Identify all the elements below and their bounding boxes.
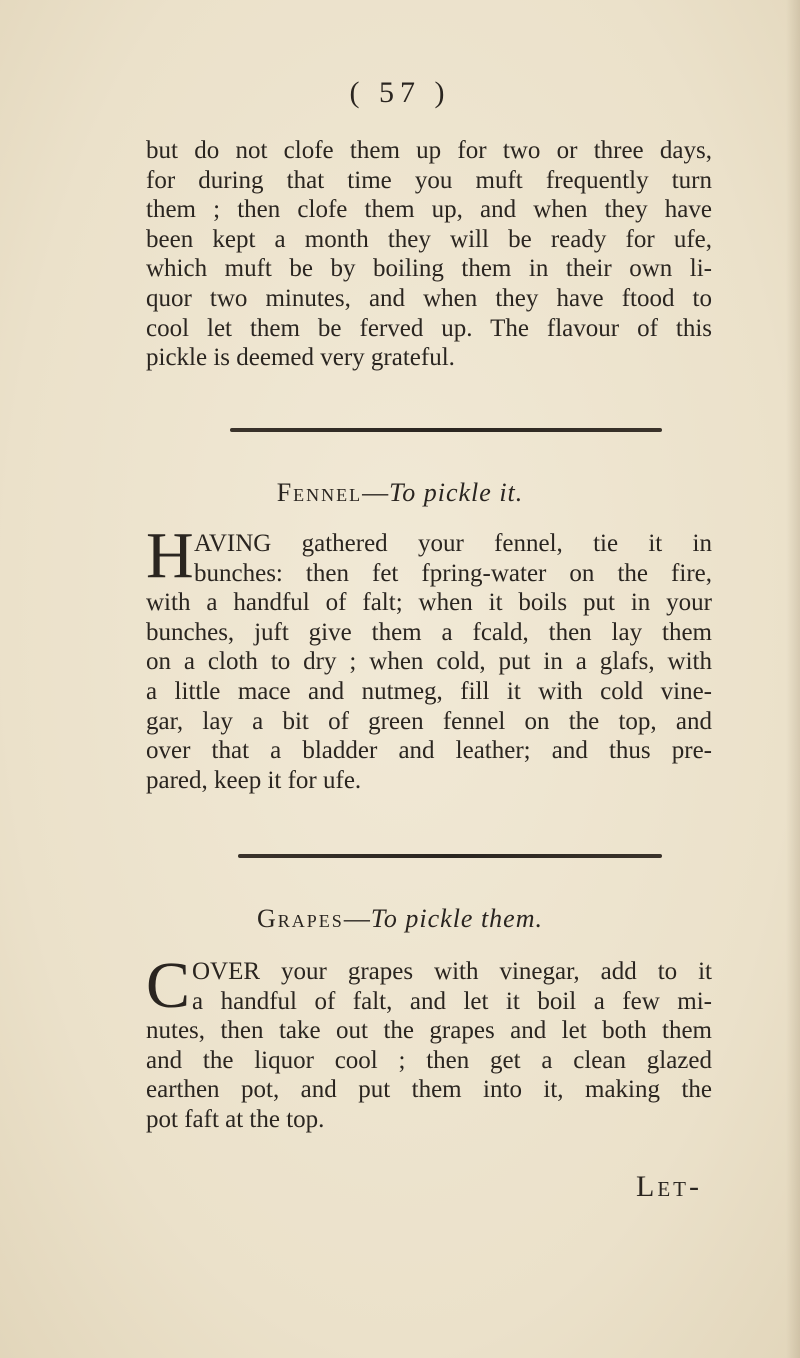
heading-subtitle: To pickle them. <box>370 904 543 933</box>
text-line: cool let them be ferved up. The flavour of this <box>146 314 712 342</box>
text-line: a handful of falt, and let it boil a few mi- <box>192 987 712 1015</box>
heading-dash: — <box>343 904 371 933</box>
recipe-paragraph-grapes <box>146 949 712 1135</box>
text-line: AVING gathered your fennel, tie it in <box>194 530 712 557</box>
text-line: for during that time you muft frequently turn <box>146 166 712 194</box>
text-line: bunches: then fet fpring-water on the fire, <box>194 559 712 587</box>
page-edge-shadow <box>786 0 800 1358</box>
text-line: pickle is deemed very grateful. <box>146 344 455 372</box>
catchword: Let- <box>636 1170 702 1203</box>
drop-cap: H <box>146 519 194 592</box>
continued-paragraph <box>146 136 712 373</box>
section-divider-rule <box>230 428 662 432</box>
text-line: over that a bladder and leather; and thus pre- <box>146 737 712 765</box>
section-divider-rule <box>238 854 662 858</box>
text-line: bunches, juft give them a fcald, then lay them <box>146 618 712 646</box>
text-line: been kept a month they will be ready for ufe, <box>146 225 712 253</box>
heading-subtitle: To pickle it. <box>389 478 524 507</box>
text-line: earthen pot, and put them into it, making the <box>146 1076 712 1104</box>
heading-title: Grapes <box>257 904 344 933</box>
text-line: with a handful of falt; when it boils put in your <box>146 589 712 617</box>
heading-dash: — <box>362 478 390 507</box>
page-number: ( 57 ) <box>349 76 451 109</box>
text-line: quor two minutes, and when they have ftood to <box>146 284 712 312</box>
text-line: a little mace and nutmeg, fill it with cold vine- <box>146 677 712 705</box>
section-heading-grapes <box>0 904 800 934</box>
recipe-paragraph-fennel <box>146 529 712 795</box>
section-heading-fennel <box>0 478 800 508</box>
text-line: pot faft at the top. <box>146 1105 325 1133</box>
text-line: nutes, then take out the grapes and let both them <box>146 1017 712 1045</box>
text-line: on a cloth to dry ; when cold, put in a glafs, with <box>146 648 712 676</box>
text-line: gar, lay a bit of green fennel on the top, and <box>146 707 712 735</box>
heading-title: Fennel <box>276 478 363 507</box>
text-line: but do not clofe them up for two or three days, <box>146 137 712 164</box>
text-line: which muft be by boiling them in their own li- <box>146 255 712 283</box>
drop-cap: C <box>146 949 191 1022</box>
text-line: pared, keep it for ufe. <box>146 766 362 794</box>
text-line: OVER your grapes with vinegar, add to it <box>192 958 712 985</box>
text-line: them ; then clofe them up, and when they have <box>146 196 712 224</box>
text-line: and the liquor cool ; then get a clean glazed <box>146 1046 712 1074</box>
